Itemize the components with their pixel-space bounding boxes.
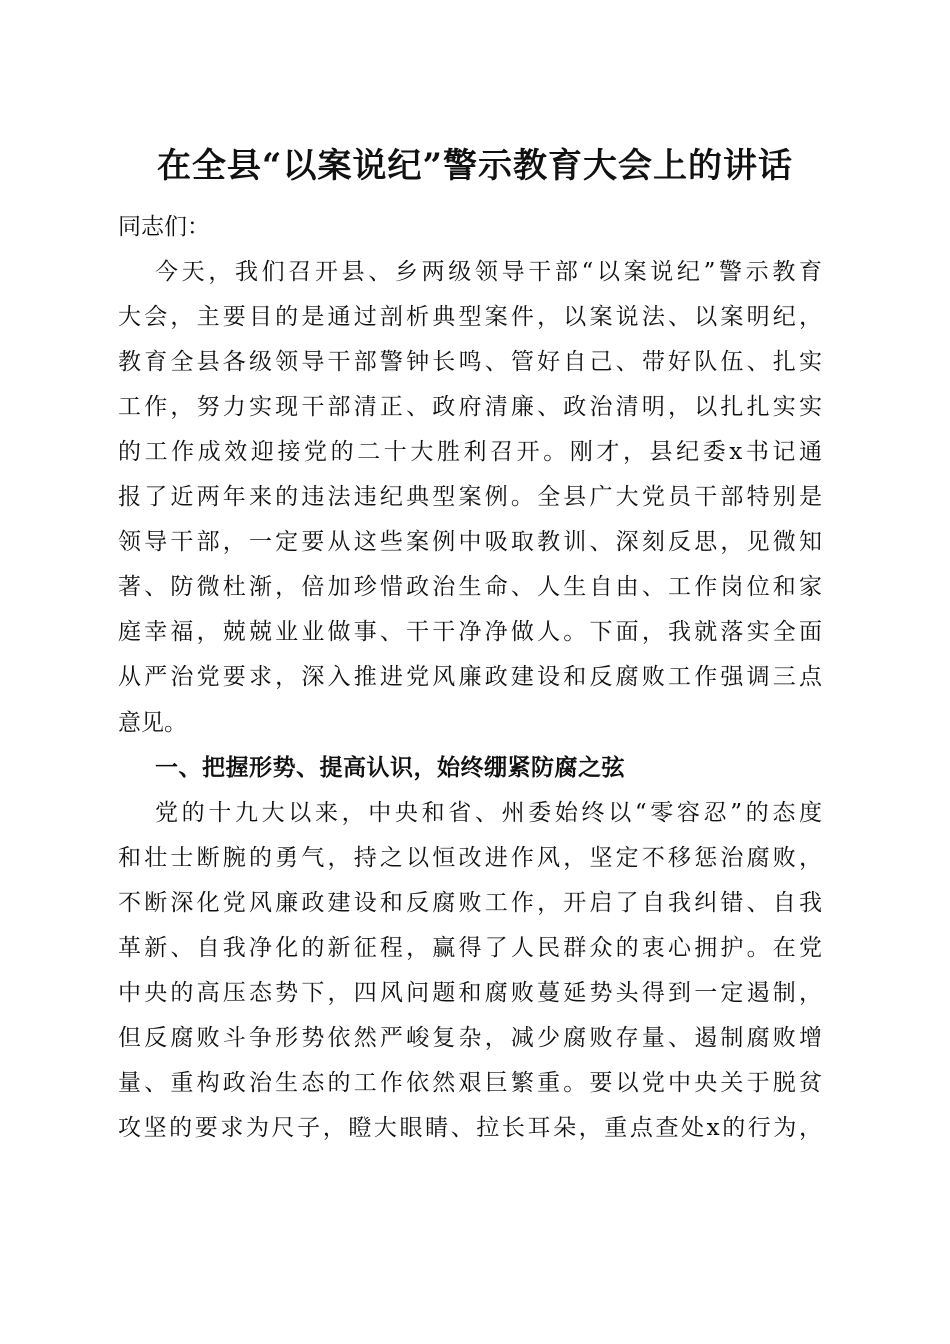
text-line: 今天，我们召开县、乡两级领导干部“以案说纪”警示教育 xyxy=(155,259,822,286)
text-line: 不断深化党风廉政建设和反腐败工作，开启了自我纠错、自我 xyxy=(118,889,822,916)
text-line: 庭幸福，兢兢业业做事、干干净净做人。下面，我就落实全面 xyxy=(118,619,822,646)
text-line: 意见。 xyxy=(118,709,187,736)
text-line: 报了近两年来的违法违纪典型案例。全县广大党员干部特别是 xyxy=(118,484,822,511)
text-line: 大会，主要目的是通过剖析典型案件，以案说法、以案明纪， xyxy=(118,304,822,331)
text-line: 教育全县各级领导干部警钟长鸣、管好自己、带好队伍、扎实 xyxy=(118,349,822,376)
text-line: 攻坚的要求为尺子，瞪大眼睛、拉长耳朵，重点查处x的行为， xyxy=(118,1114,822,1141)
text-line: 中央的高压态势下，四风问题和腐败蔓延势头得到一定遏制， xyxy=(118,979,822,1006)
text-line: 从严治党要求，深入推进党风廉政建设和反腐败工作强调三点 xyxy=(118,664,822,691)
text-line: 但反腐败斗争形势依然严峻复杂，减少腐败存量、遏制腐败增 xyxy=(118,1024,822,1051)
document-body xyxy=(118,205,822,1151)
text-line: 党的十九大以来，中央和省、州委始终以“零容忍”的态度 xyxy=(155,799,822,826)
text-line: 革新、自我净化的新征程，赢得了人民群众的衷心拥护。在党 xyxy=(118,934,822,961)
text-line: 同志们： xyxy=(118,214,210,240)
text-line: 著、防微杜渐，倍加珍惜政治生命、人生自由、工作岗位和家 xyxy=(118,574,822,601)
text-line: 的工作成效迎接党的二十大胜利召开。刚才，县纪委x书记通 xyxy=(118,439,822,466)
text-line: 量、重构政治生态的工作依然艰巨繁重。要以党中央关于脱贫 xyxy=(118,1069,822,1096)
document-title: 在全县“以案说纪”警示教育大会上的讲话 xyxy=(156,146,794,186)
text-line: 和壮士断腕的勇气，持之以恒改进作风，坚定不移惩治腐败， xyxy=(118,844,822,871)
text-line: 领导干部，一定要从这些案例中吸取教训、深刻反思，见微知 xyxy=(118,529,822,556)
section-heading: 一、把握形势、提高认识，始终绷紧防腐之弦 xyxy=(155,754,625,781)
text-line: 工作，努力实现干部清正、政府清廉、政治清明，以扎扎实实 xyxy=(118,394,822,421)
